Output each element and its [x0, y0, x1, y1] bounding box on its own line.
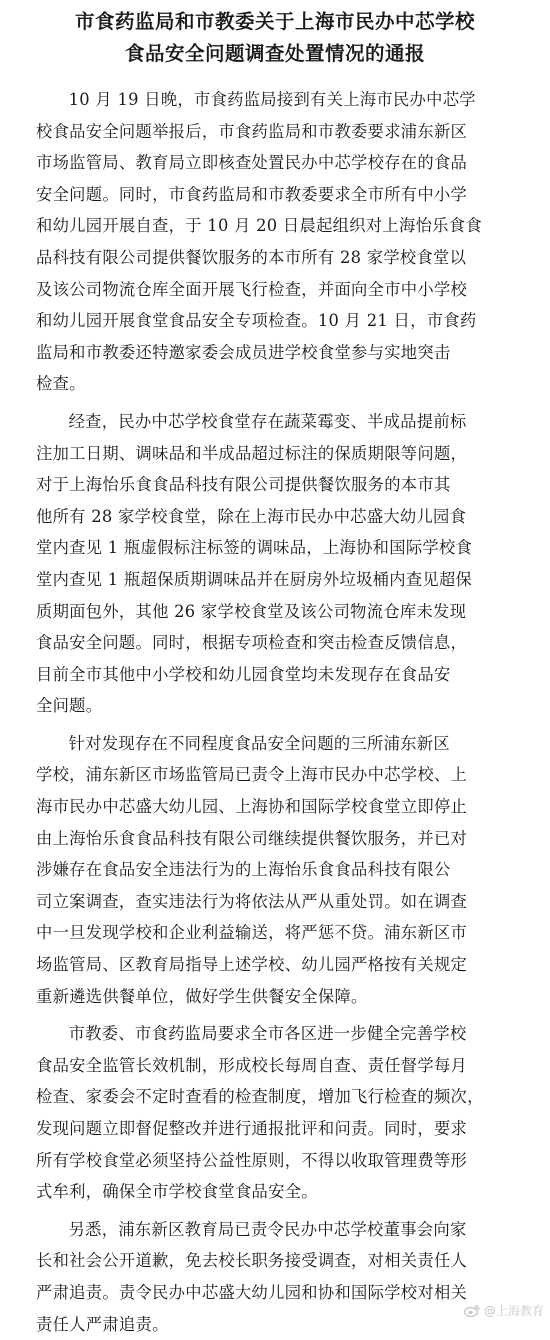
watermark-text: @上海教育 [483, 1304, 544, 1318]
paragraph-2: 经查，民办中芯学校食堂存在蔬菜霉变、半成品提前标 注加工日期、调味品和半成品超过标注的保质期限等问题， 对于上海怡乐食食品科技有限公司提供餐饮服务的本市其 他所有 28 家学校食堂，除在上海市民办中芯盛大幼儿园食 堂内查见 1 瓶虚假标注标签的调味品，上海协和国际学校食 堂内查见 1 瓶超保质期调味品并在厨房外垃圾桶内查见超保 质期面包外，其他 26 家学校食堂及该公司物流仓库未发现 食品安全问题。同时，根据专项检查和突击检查反馈信息， 目前全市其他中小学校和幼儿园食堂均未发现存在食品安 全问题。 [36, 411, 473, 716]
paragraph-1: 10 月 19 日晚，市食药监局接到有关上海市民办中芯学 校食品安全问题举报后，市食药监局和市教委要求浦东新区 市场监管局、教育局立即核查处置民办中芯学校存在的食品 安全问题。同时，市食药监局和市教委要求全市所有中小学 和幼儿园开展自查，于 10 月 20 日晨起组织对上海怡乐食食 品科技有限公司提供餐饮服务的本市所有 28 家学校食堂以 及该公司物流仓库全面开展飞行检查，并面向全市中小学校 和幼儿园开展食堂食品安全专项检查。10 月 21 日，市食药 监局和市教委还特邀家委会成员进学校食堂参与实地突击 检查。 [36, 90, 482, 394]
weibo-icon [464, 1304, 480, 1317]
paragraph-4: 市教委、市食药监局要求全市各区进一步健全完善学校 食品安全监管长效机制，形成校长每周自查、责任督学每月 检查、家委会不定时查看的检查制度，增加飞行检查的频次， 发现问题立即督促整改并进行通报批评和问责。同时，要求 所有学校食堂必须坚持公益性原则，不得以收取管理费等形 式牟利，确保全市学校食堂食品安全。 [36, 1024, 484, 1202]
paragraph-3: 针对发现存在不同程度食品安全问题的三所浦东新区 学校，浦东新区市场监管局已责令上海市民办中芯学校、上 海市民办中芯盛大幼儿园、上海协和国际学校食堂立即停止 由上海怡乐食食品科技有限公司继续提供餐饮服务，并已对 涉嫌存在食品安全违法行为的上海怡乐食食品科技有限公 司立案调查，查实违法行为将依法从严从重处罚。如在调查 中一旦发现学校和企业利益输送，将严惩不贷。浦东新区市 场监管局、区教育局指导上述学校、幼儿园严格按有关规定 重新遴选供餐单位，做好学生供餐安全保障。 [36, 733, 468, 1006]
document-body [0, 84, 550, 1340]
title-line-2: 食品安全问题调查处置情况的通报 [124, 42, 425, 65]
document-title [0, 0, 550, 70]
weibo-watermark [464, 1302, 544, 1319]
title-line-1: 市食药监局和市教委关于上海市民办中芯学校 [74, 10, 475, 33]
paragraph-5: 另悉，浦东新区教育局已责令民办中芯学校董事会向家 长和社会公开道歉，免去校长职务接受调查，对相关责任人 严肃追责。责令民办中芯盛大幼儿园和协和国际学校对相关 责任人严肃追责。 [36, 1219, 468, 1334]
